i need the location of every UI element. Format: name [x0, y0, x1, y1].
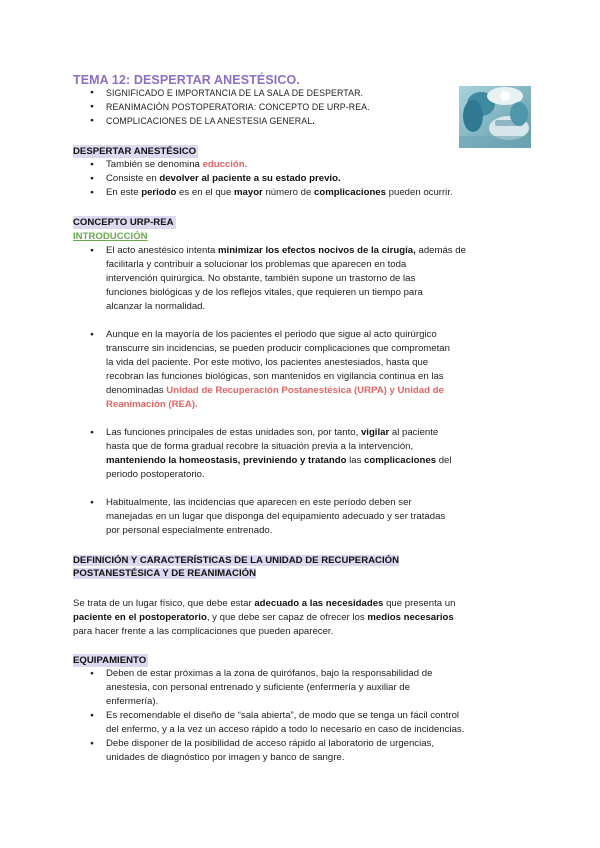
list-item [90, 158, 530, 172]
text-run: número de [262, 187, 314, 198]
text-line: anestesia, con personal entrenado y suficiente (enfermería y auxiliar de [106, 682, 410, 693]
heading-line: DEFINICIÓN Y CARACTERÍSTICAS DE LA UNIDAD DE RECUPERACIÓN [73, 555, 400, 566]
section-heading-concepto: CONCEPTO URP-REA [73, 217, 174, 228]
text-run: al paciente [389, 427, 439, 438]
text-line: ● Deben de estar próximas a la zona de quirófanos, bajo la responsabilidad de [106, 668, 433, 679]
list-item [90, 244, 540, 314]
list-item [90, 709, 540, 737]
list-item [90, 86, 450, 100]
text-line [106, 426, 540, 440]
text-run: denominadas [106, 385, 167, 396]
text-run: pueden ocurrir. [385, 187, 453, 198]
section-heading-definicion [73, 554, 401, 580]
text-run: Las funciones principales de estas unidades son, por tanto, [106, 427, 361, 438]
list-item [90, 426, 540, 482]
text-line [73, 611, 533, 625]
bold-term: periodo [141, 187, 177, 198]
text-line: la vida del paciente. Por este motivo, los pacientes anestesiados, hasta que [106, 357, 429, 368]
text-run: En este [106, 187, 142, 198]
list-item [90, 114, 450, 128]
text-line: por personal especialmente entrenado. [106, 525, 273, 536]
text-line [73, 597, 533, 611]
highlight-term: educción. [202, 159, 248, 170]
operating-room-icon [459, 86, 531, 148]
text-run: Se trata de un lugar físico, que debe estar [73, 598, 255, 609]
text-line: del enfermo, y a la vez un acceso rápido a todo lo necesario en caso de incidencias. [106, 724, 465, 735]
bold-term: complicaciones [364, 455, 437, 466]
text-run: El acto anestésico intenta [106, 245, 218, 256]
list-item [90, 667, 540, 709]
text-run: que presenta un [383, 598, 456, 609]
text-run: además de [415, 245, 466, 256]
text-line: manejadas en un lugar que disponga del equipamiento adecuado y ser tratadas [106, 511, 446, 522]
section-heading-equipamiento: EQUIPAMIENTO [73, 655, 147, 666]
highlight-term: Reanimación (REA). [106, 399, 198, 410]
bold-term: devolver al paciente a su estado previo. [159, 173, 341, 184]
heading-line: POSTANESTÉSICA Y DE REANIMACIÓN [73, 568, 257, 579]
text-line: alcanzar la normalidad. [106, 301, 206, 312]
text-line: ● Habitualmente, las incidencias que aparecen en este período deben ser [106, 497, 412, 508]
text-run: Consiste en [106, 173, 160, 184]
text-run: del [436, 455, 452, 466]
bold-term: mayor [234, 187, 263, 198]
definicion-paragraph [73, 597, 533, 639]
introduccion-list [90, 244, 540, 538]
list-item [90, 496, 540, 538]
list-item [90, 100, 450, 114]
bold-term: paciente en el postoperatorio [73, 612, 207, 623]
text-line: unidades de diagnóstico por imagen y banco de sangre. [106, 752, 345, 763]
text-line: ● Debe disponer de la posibilidad de acceso rápido al laboratorio de urgencias, [106, 738, 435, 749]
text-line: ● Es recomendable el diseño de “sala abierta”, de modo que se tenga un fácil control [106, 710, 460, 721]
bold-term: vigilar [360, 427, 390, 438]
list-item [90, 737, 540, 765]
text-line: transcurre sin incidencias, se pueden producir complicaciones que comprometan [106, 343, 450, 354]
text-run: También se denomina [106, 159, 203, 170]
list-item [90, 172, 530, 186]
text-run: es en el que [176, 187, 234, 198]
equipamiento-list [90, 667, 540, 765]
highlight-term: Unidad de Recuperación Postanestésica (URPA) y Unidad de [166, 385, 444, 396]
list-item-text: SIGNIFICADO E IMPORTANCIA DE LA SALA DE DESPERTAR. [106, 88, 364, 98]
bold-term: manteniendo la homeostasis, previniendo y tratando [106, 455, 347, 466]
text-line [106, 384, 540, 398]
despertar-list [90, 158, 530, 200]
page-title: TEMA 12: DESPERTAR ANESTÉSICO. [73, 73, 300, 87]
text-line: periodo postoperatorio. [106, 469, 205, 480]
text-line [106, 244, 540, 258]
text-line: para hacer frente a las complicaciones que pueden aparecer. [73, 626, 334, 637]
bold-term: medios necesarios [367, 612, 454, 623]
bold-term: complicaciones [314, 187, 386, 198]
text-line [106, 454, 540, 468]
list-item-text: REANIMACIÓN POSTOPERATORIA: CONCEPTO DE URP-REA. [106, 102, 370, 112]
intro-list [90, 86, 450, 128]
list-item [90, 186, 530, 200]
section-heading-despertar: DESPERTAR ANESTÉSICO [73, 146, 197, 157]
text-line: enfermería). [106, 696, 159, 707]
subheading-introduccion: INTRODUCCIÓN [73, 231, 148, 242]
bold-term: adecuado a las necesidades [254, 598, 384, 609]
text-line: facilitarla y contribuir a solucionar los problemas que aparecen en toda [106, 259, 407, 270]
text-line: ● Aunque en la mayoría de los pacientes el periodo que sigue al acto quirúrgico [106, 329, 437, 340]
text-run: , y que debe ser capaz de ofrecer los [206, 612, 368, 623]
text-line: recobran las funciones biológicas, son mantenidos en vigilancia continua en las [106, 371, 444, 382]
list-item-text: . [312, 116, 315, 126]
text-line: intervención quirúrgica. No obstante, también supone un trastorno de las [106, 273, 416, 284]
bold-term: minimizar los efectos nocivos de la cirugía, [218, 245, 416, 256]
text-line: hasta que de forma gradual recobre la situación previa a la intervención, [106, 441, 414, 452]
operating-room-photo [459, 86, 531, 148]
text-run: las [346, 455, 365, 466]
list-item [90, 328, 540, 412]
list-item-text: COMPLICACIONES DE LA ANESTESIA GENERAL [106, 116, 313, 126]
text-line: funciones biológicas y de los reflejos vitales, que requieren un tiempo para [106, 287, 423, 298]
